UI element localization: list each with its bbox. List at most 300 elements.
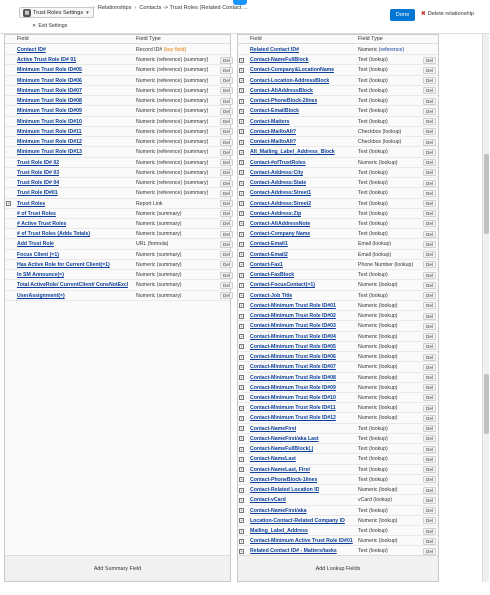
expand-icon[interactable]: + <box>240 395 243 401</box>
add-summary-field-button[interactable]: Add Summary Field <box>93 565 142 572</box>
delete-field-button[interactable]: Del <box>220 282 233 289</box>
delete-field-button[interactable]: Del <box>220 98 233 105</box>
field-name-link[interactable]: Contact-FaxBlock <box>250 272 295 279</box>
field-name-link[interactable]: Contact-NameFirst <box>250 425 297 432</box>
field-name-link[interactable]: Contact-NameFirst/aka <box>250 507 307 514</box>
field-type <box>358 221 388 227</box>
expand-icon[interactable]: + <box>240 262 243 268</box>
delete-field-button[interactable]: Del <box>423 149 436 156</box>
field-name-link[interactable]: Contact-NameFullBlock(.) <box>250 446 314 453</box>
table-row <box>238 280 438 290</box>
field-type <box>136 201 163 207</box>
field-name-link[interactable]: Contact-NameFullBlock <box>250 57 309 64</box>
expand-icon[interactable]: + <box>240 149 243 155</box>
expand-icon[interactable]: + <box>240 415 243 421</box>
field-name-link[interactable]: Minimum Trust Role ID#05 <box>17 67 82 74</box>
field-name-link[interactable]: Contact-Minimum Trust Role ID#08 <box>250 374 336 381</box>
field-type <box>358 88 388 94</box>
field-name-link[interactable]: Contact-MailtoAlt? <box>250 139 297 146</box>
expand-icon[interactable]: + <box>240 88 243 94</box>
field-name-link[interactable]: Minimum Trust Role ID#06 <box>17 77 82 84</box>
field-name-link[interactable]: # of Trust Roles (Adds Totals) <box>17 231 91 238</box>
table-row <box>5 260 230 270</box>
field-name-link[interactable]: Contact-Email2 <box>250 251 288 258</box>
field-name-link[interactable]: Contact-EmailBlock <box>250 108 300 115</box>
field-name-link[interactable]: Contact-AltAddressBlock <box>250 87 313 94</box>
field-name-link[interactable]: Minimum Trust Role ID#12 <box>17 139 82 146</box>
table-row <box>238 209 438 219</box>
field-type <box>358 108 388 114</box>
field-name-link[interactable]: Contact-Address:State <box>250 180 307 187</box>
delete-field-button[interactable]: Del <box>423 98 436 105</box>
delete-field-button[interactable]: Del <box>423 169 436 176</box>
delete-field-button[interactable]: Del <box>220 149 233 156</box>
delete-field-button[interactable]: Del <box>423 313 436 320</box>
expand-icon[interactable]: + <box>240 57 243 63</box>
field-type-label: Text (lookup) <box>358 57 388 64</box>
field-name-link[interactable]: Contact-Minimum Trust Role ID#07 <box>250 364 336 371</box>
delete-field-button[interactable]: Del <box>220 292 233 299</box>
expand-icon[interactable]: + <box>240 282 243 288</box>
delete-field-button[interactable]: Del <box>423 435 436 442</box>
delete-field-button[interactable]: Del <box>220 180 233 187</box>
expand-icon[interactable]: + <box>240 139 243 145</box>
app-menu[interactable] <box>19 7 94 18</box>
field-type-label: Text (lookup) <box>358 67 388 74</box>
field-type <box>358 67 388 73</box>
field-type <box>358 508 388 514</box>
field-name-link[interactable]: In SM Announce(=) <box>17 272 64 279</box>
delete-field-button[interactable]: Del <box>220 190 233 197</box>
delete-field-button[interactable]: Del <box>423 415 436 422</box>
delete-field-button[interactable]: Del <box>220 220 233 227</box>
delete-field-button[interactable]: Del <box>220 87 233 94</box>
field-type <box>358 323 398 329</box>
expand-icon[interactable]: + <box>240 518 243 524</box>
exit-settings-label: Exit Settings <box>38 23 68 29</box>
field-name-link[interactable]: Minimum Trust Role ID#10 <box>17 118 82 125</box>
delete-field-button[interactable]: Del <box>423 538 436 545</box>
field-type <box>136 282 182 288</box>
expand-icon[interactable]: + <box>240 211 243 217</box>
field-name-link[interactable]: Contact-Minimum Trust Role ID#04 <box>250 333 336 340</box>
table-row <box>5 209 230 219</box>
field-name-link[interactable]: Trust Role ID#01 <box>17 190 58 197</box>
delete-field-button[interactable]: Del <box>423 517 436 524</box>
delete-field-button[interactable]: Del <box>423 384 436 391</box>
delete-field-button[interactable]: Del <box>423 251 436 258</box>
field-name-link[interactable]: Related Contact ID# - Matters/tasks <box>250 548 337 555</box>
field-type <box>358 180 388 186</box>
field-name-link[interactable]: # Active Trust Roles <box>17 220 67 227</box>
delete-field-button[interactable]: Del <box>423 282 436 289</box>
field-type <box>358 395 398 401</box>
table-row <box>238 168 438 178</box>
field-type <box>136 231 182 237</box>
field-name-link[interactable]: Trust Role ID# 03 <box>17 169 60 176</box>
field-name-link[interactable]: Minimum Trust Role ID#13 <box>17 149 82 156</box>
expand-icon[interactable]: + <box>240 323 243 329</box>
field-type <box>136 180 208 186</box>
expand-icon[interactable]: + <box>240 354 243 360</box>
field-name-link[interactable]: Contact-Company Name <box>250 231 311 238</box>
field-type-label: Numeric (lookup) <box>358 333 398 340</box>
expand-icon[interactable]: + <box>240 405 243 411</box>
field-name-link[interactable]: Contact-Minimum Trust Role ID#02 <box>250 313 336 320</box>
delete-field-button[interactable]: Del <box>423 159 436 166</box>
field-type-tag: (key field) <box>163 47 187 53</box>
expand-icon[interactable]: + <box>240 180 243 186</box>
expand-icon[interactable]: + <box>240 78 243 84</box>
field-type <box>358 241 391 247</box>
expand-icon[interactable]: + <box>240 313 243 319</box>
delete-field-button[interactable]: Del <box>220 77 233 84</box>
field-type-label: Numeric (reference) (summary) <box>136 169 209 176</box>
field-name-link[interactable]: Contact-AltAddressNote <box>250 220 311 227</box>
expand-icon[interactable]: + <box>240 487 243 493</box>
delete-field-button[interactable]: Del <box>423 261 436 268</box>
delete-field-button[interactable]: Del <box>423 87 436 94</box>
field-name-link[interactable]: Contact-PhoneBlock-2lines <box>250 98 318 105</box>
field-name-link[interactable]: Has Active Role for Current Client(=1) <box>17 261 110 268</box>
delete-field-button[interactable]: Del <box>423 57 436 64</box>
table-row <box>5 127 230 137</box>
expand-icon[interactable]: + <box>240 426 243 432</box>
delete-field-button[interactable]: Del <box>423 128 436 135</box>
delete-field-button[interactable]: Del <box>423 333 436 340</box>
delete-field-button[interactable]: Del <box>423 446 436 453</box>
field-name-link[interactable]: Contact-Minimum Active Trust Role ID#01 <box>250 538 353 545</box>
field-name-link[interactable]: Minimum Trust Role ID#08 <box>17 98 82 105</box>
field-type <box>358 282 398 288</box>
delete-field-button[interactable]: Del <box>423 231 436 238</box>
field-type <box>358 129 401 135</box>
add-lookup-fields-button[interactable]: Add Lookup Fields <box>315 565 361 572</box>
expand-icon[interactable]: + <box>240 170 243 176</box>
delete-field-button[interactable]: Del <box>423 456 436 463</box>
delete-field-button[interactable]: Del <box>423 466 436 473</box>
field-name-link[interactable]: Contact-Address:Street2 <box>250 200 312 207</box>
field-type <box>136 262 182 268</box>
field-name-link[interactable]: Add Trust Role <box>17 241 54 248</box>
table-row <box>5 117 230 127</box>
breadcrumb-relationships[interactable]: Relationships <box>97 5 132 11</box>
field-name-link[interactable]: Minimum Trust Role ID#09 <box>17 108 82 115</box>
table-row <box>238 332 438 342</box>
field-type <box>358 518 398 524</box>
expand-icon[interactable]: + <box>240 497 243 503</box>
table-row <box>238 475 438 485</box>
field-name-link[interactable]: Contact-vCard <box>250 497 286 504</box>
expand-icon[interactable]: + <box>240 221 243 227</box>
field-name-link[interactable]: Contact-Minimum Trust Role ID#06 <box>250 354 336 361</box>
done-button[interactable]: Done <box>390 9 415 21</box>
expand-icon[interactable]: + <box>240 98 243 104</box>
table-row <box>5 147 230 157</box>
expand-icon[interactable]: + <box>240 334 243 340</box>
field-type <box>358 252 391 258</box>
delete-field-button[interactable]: Del <box>220 200 233 207</box>
expand-icon[interactable]: + <box>240 252 243 258</box>
delete-field-button[interactable]: Del <box>423 323 436 330</box>
field-name-link[interactable]: Contact-Job Title <box>250 292 293 299</box>
field-name-link[interactable]: Contact ID# <box>17 47 46 53</box>
field-type <box>136 293 182 299</box>
field-name-link[interactable]: Contact-Related Location ID <box>250 487 320 494</box>
expand-icon[interactable]: + <box>240 385 243 391</box>
field-name-link[interactable]: Focus Client (=1) <box>17 251 59 258</box>
field-name-link[interactable]: Contact-Minimum Trust Role ID#05 <box>250 343 336 350</box>
delete-field-button[interactable]: Del <box>423 364 436 371</box>
field-name-link[interactable]: Contact-Location-AddressBlock <box>250 77 330 84</box>
delete-field-button[interactable]: Del <box>220 169 233 176</box>
scrollbar-thumb[interactable] <box>484 374 489 434</box>
table-row <box>238 311 438 321</box>
field-name-link[interactable]: Contact-Minimum Trust Role ID#10 <box>250 394 336 401</box>
field-name-link[interactable]: UserAssignment(=) <box>17 292 65 299</box>
table-row <box>5 137 230 147</box>
field-type-label: Numeric (reference) (summary) <box>136 87 209 94</box>
expand-icon[interactable]: + <box>240 293 243 299</box>
field-type-label: Text (lookup) <box>358 169 388 176</box>
delete-field-button[interactable]: Del <box>220 108 233 115</box>
expand-icon[interactable]: + <box>240 241 243 247</box>
field-name-link[interactable]: Contact-Minimum Trust Role ID#12 <box>250 415 336 422</box>
field-name-link[interactable]: Related Contact ID# <box>250 47 300 53</box>
expand-icon[interactable]: + <box>240 303 243 309</box>
field-type <box>358 160 398 166</box>
delete-field-button[interactable]: Del <box>220 67 233 74</box>
table-row <box>238 373 438 383</box>
delete-field-button[interactable]: Del <box>423 292 436 299</box>
field-type-label: Numeric (lookup) <box>358 374 398 381</box>
expand-icon[interactable]: + <box>240 344 243 350</box>
expand-icon[interactable]: + <box>240 231 243 237</box>
delete-field-button[interactable]: Del <box>423 507 436 514</box>
expand-icon[interactable]: + <box>240 528 243 534</box>
field-name-link[interactable]: # of Trust Roles <box>17 210 56 217</box>
field-name-link[interactable]: Total ActiveRole/ CurrentClient/ ConsNotExcl <box>17 282 129 289</box>
field-name-link[interactable]: Contact-Address:Street1 <box>250 190 312 197</box>
field-type-label: Numeric (lookup) <box>358 415 398 422</box>
field-name-link[interactable]: Contact-#ofTrustRoles <box>250 159 306 166</box>
delete-field-button[interactable]: Del <box>423 190 436 197</box>
field-name-link[interactable]: Contact-NameLast <box>250 456 296 463</box>
field-type <box>358 272 388 278</box>
delete-field-button[interactable]: Del <box>423 354 436 361</box>
delete-field-button[interactable]: Del <box>423 241 436 248</box>
table-row <box>238 270 438 280</box>
expand-icon[interactable]: + <box>240 538 243 544</box>
expand-icon[interactable]: + <box>240 508 243 514</box>
delete-field-button[interactable]: Del <box>220 57 233 64</box>
field-type-label: Text (lookup) <box>358 507 388 514</box>
table-row <box>238 383 438 393</box>
delete-field-button[interactable]: Del <box>423 200 436 207</box>
delete-field-button[interactable]: Del <box>423 272 436 279</box>
summary-fields-panel <box>4 34 231 582</box>
field-name-link[interactable]: Contact-Minimum Trust Role ID#09 <box>250 384 336 391</box>
field-type-label: Numeric (summary) <box>136 261 182 268</box>
delete-field-button[interactable]: Del <box>220 128 233 135</box>
delete-field-button[interactable]: Del <box>423 548 436 555</box>
column-header-field: Field <box>250 36 262 42</box>
expand-icon[interactable]: + <box>240 436 243 442</box>
chevron-right-icon: › <box>134 5 137 11</box>
expand-icon[interactable]: + <box>240 272 243 278</box>
breadcrumb-current: Contacts -> Trust Roles (Related Contact ... <box>139 5 248 11</box>
field-name-link[interactable]: Minimum Trust Role ID#11 <box>17 128 82 135</box>
delete-field-button[interactable]: Del <box>423 139 436 146</box>
field-type-label: Numeric (lookup) <box>358 394 398 401</box>
expand-icon[interactable]: + <box>240 160 243 166</box>
delete-field-button[interactable]: Del <box>220 139 233 146</box>
delete-field-button[interactable]: Del <box>423 302 436 309</box>
field-name-link[interactable]: Contact-Matters <box>250 118 290 125</box>
delete-icon: ✖ <box>421 11 426 17</box>
field-type <box>358 497 392 503</box>
field-name-link[interactable]: Contact-Address:City <box>250 169 304 176</box>
table-row <box>5 158 230 168</box>
delete-field-button[interactable]: Del <box>423 77 436 84</box>
field-name-link[interactable]: Location-Contact-Related Company ID <box>250 517 345 524</box>
field-name-link[interactable]: Contact-Minimum Trust Role ID#03 <box>250 323 336 330</box>
expand-icon[interactable]: + <box>240 364 243 370</box>
field-type-label: Email (lookup) <box>358 251 392 258</box>
delete-field-button[interactable]: Del <box>423 374 436 381</box>
field-type-label: Text (lookup) <box>358 118 388 125</box>
expand-icon[interactable]: + <box>240 456 243 462</box>
delete-field-button[interactable]: Del <box>423 497 436 504</box>
field-type-label: Text (lookup) <box>358 180 388 187</box>
field-name-link[interactable]: Contact-PhoneBlock-1lines <box>250 476 318 483</box>
expand-icon[interactable]: + <box>240 67 243 73</box>
field-name-link[interactable]: Active Trust Role ID# 01 <box>17 57 77 64</box>
expand-icon[interactable]: + <box>240 119 243 125</box>
delete-field-button[interactable]: Del <box>423 487 436 494</box>
delete-field-button[interactable]: Del <box>423 108 436 115</box>
field-type <box>136 170 208 176</box>
field-type-label: Numeric (reference) (summary) <box>136 149 209 156</box>
field-name-link[interactable]: Trust Role ID# 04 <box>17 180 60 187</box>
field-name-link[interactable]: Contact-Company&LocationName <box>250 67 335 74</box>
field-type-label: Numeric <box>358 47 378 53</box>
table-row <box>238 250 438 260</box>
delete-field-button[interactable]: Del <box>423 425 436 432</box>
field-type <box>136 241 168 247</box>
top-bar <box>0 0 490 34</box>
expand-icon[interactable]: + <box>240 108 243 114</box>
field-name-link[interactable]: Trust Role ID# 02 <box>17 159 60 166</box>
field-type-label: Numeric (lookup) <box>358 405 398 412</box>
field-type <box>358 405 398 411</box>
delete-field-button[interactable]: Del <box>220 241 233 248</box>
field-type <box>358 78 388 84</box>
delete-field-button[interactable]: Del <box>220 251 233 258</box>
delete-field-button[interactable]: Del <box>423 394 436 401</box>
field-type <box>358 548 388 554</box>
field-name-link[interactable]: Trust Roles <box>17 200 46 207</box>
field-name-link[interactable]: Contact-NameFirst/aka Last <box>250 435 319 442</box>
field-name-link[interactable]: Contact-MailtoAlt? <box>250 128 297 135</box>
delete-field-button[interactable]: Del <box>220 210 233 217</box>
expand-icon[interactable]: + <box>240 477 243 483</box>
expand-icon[interactable]: + <box>240 446 243 452</box>
field-type <box>136 190 208 196</box>
delete-field-button[interactable]: Del <box>423 220 436 227</box>
delete-field-button[interactable]: Del <box>220 159 233 166</box>
chevron-down-icon: ▼ <box>85 10 90 15</box>
field-name-link[interactable]: Contact-Email1 <box>250 241 288 248</box>
field-type-label: Numeric (summary) <box>136 231 182 238</box>
field-name-link[interactable]: Contact-NameLast, First <box>250 466 310 473</box>
delete-field-button[interactable]: Del <box>423 476 436 483</box>
field-type <box>358 528 388 534</box>
field-type-label: Text (lookup) <box>358 149 388 156</box>
field-name-link[interactable]: Contact-Address:Zip <box>250 210 302 217</box>
delete-field-button[interactable]: Del <box>423 180 436 187</box>
page-scrollbar[interactable] <box>482 34 489 582</box>
table-row <box>5 96 230 106</box>
expand-icon[interactable]: + <box>240 375 243 380</box>
delete-field-button[interactable]: Del <box>220 272 233 279</box>
delete-field-button[interactable]: Del <box>220 231 233 238</box>
table-row <box>238 434 438 444</box>
delete-field-button[interactable]: Del <box>220 118 233 125</box>
field-name-link[interactable]: Alt_Mailing_Label_Address_Block <box>250 149 335 156</box>
table-row <box>5 291 230 301</box>
exit-settings-link[interactable] <box>32 23 67 29</box>
delete-field-button[interactable]: Del <box>423 528 436 535</box>
delete-field-button[interactable]: Del <box>423 343 436 350</box>
expand-icon[interactable]: + <box>240 201 243 207</box>
field-name-link[interactable]: Contact-Fax1 <box>250 261 283 268</box>
field-type-label: Text (lookup) <box>358 220 388 227</box>
field-name-link[interactable]: Contact-FocusContact(=1) <box>250 282 315 289</box>
field-type <box>136 98 208 104</box>
expand-icon[interactable]: + <box>240 190 243 196</box>
field-type <box>136 108 208 114</box>
field-type <box>136 88 208 94</box>
field-name-link[interactable]: Contact-Minimum Trust Role ID#01 <box>250 302 336 309</box>
table-row <box>5 86 230 96</box>
delete-field-button[interactable]: Del <box>220 261 233 268</box>
table-row <box>238 352 438 362</box>
field-type-label: Numeric (lookup) <box>358 343 398 350</box>
field-name-link[interactable]: Contact-Minimum Trust Role ID#11 <box>250 405 336 412</box>
delete-field-button[interactable]: Del <box>423 405 436 412</box>
table-row <box>238 516 438 526</box>
field-type-label: Text (lookup) <box>358 231 388 238</box>
table-row <box>238 342 438 352</box>
field-type <box>358 467 388 473</box>
expand-icon[interactable]: + <box>240 548 243 554</box>
table-row <box>5 219 230 229</box>
field-name-link[interactable]: Minimum Trust Role ID#07 <box>17 87 82 94</box>
field-type <box>358 477 388 483</box>
delete-field-button[interactable]: Del <box>423 118 436 125</box>
scrollbar-thumb[interactable] <box>484 154 489 234</box>
lookup-field-list <box>238 45 438 557</box>
expand-icon[interactable]: + <box>7 201 10 207</box>
expand-icon[interactable]: + <box>240 467 243 473</box>
expand-icon[interactable]: + <box>240 129 243 135</box>
delete-relationship-link[interactable] <box>421 11 474 17</box>
delete-field-button[interactable]: Del <box>423 210 436 217</box>
delete-field-button[interactable]: Del <box>423 67 436 74</box>
field-name-link[interactable]: Mailing_Label_Address <box>250 528 308 535</box>
table-row <box>5 188 230 198</box>
